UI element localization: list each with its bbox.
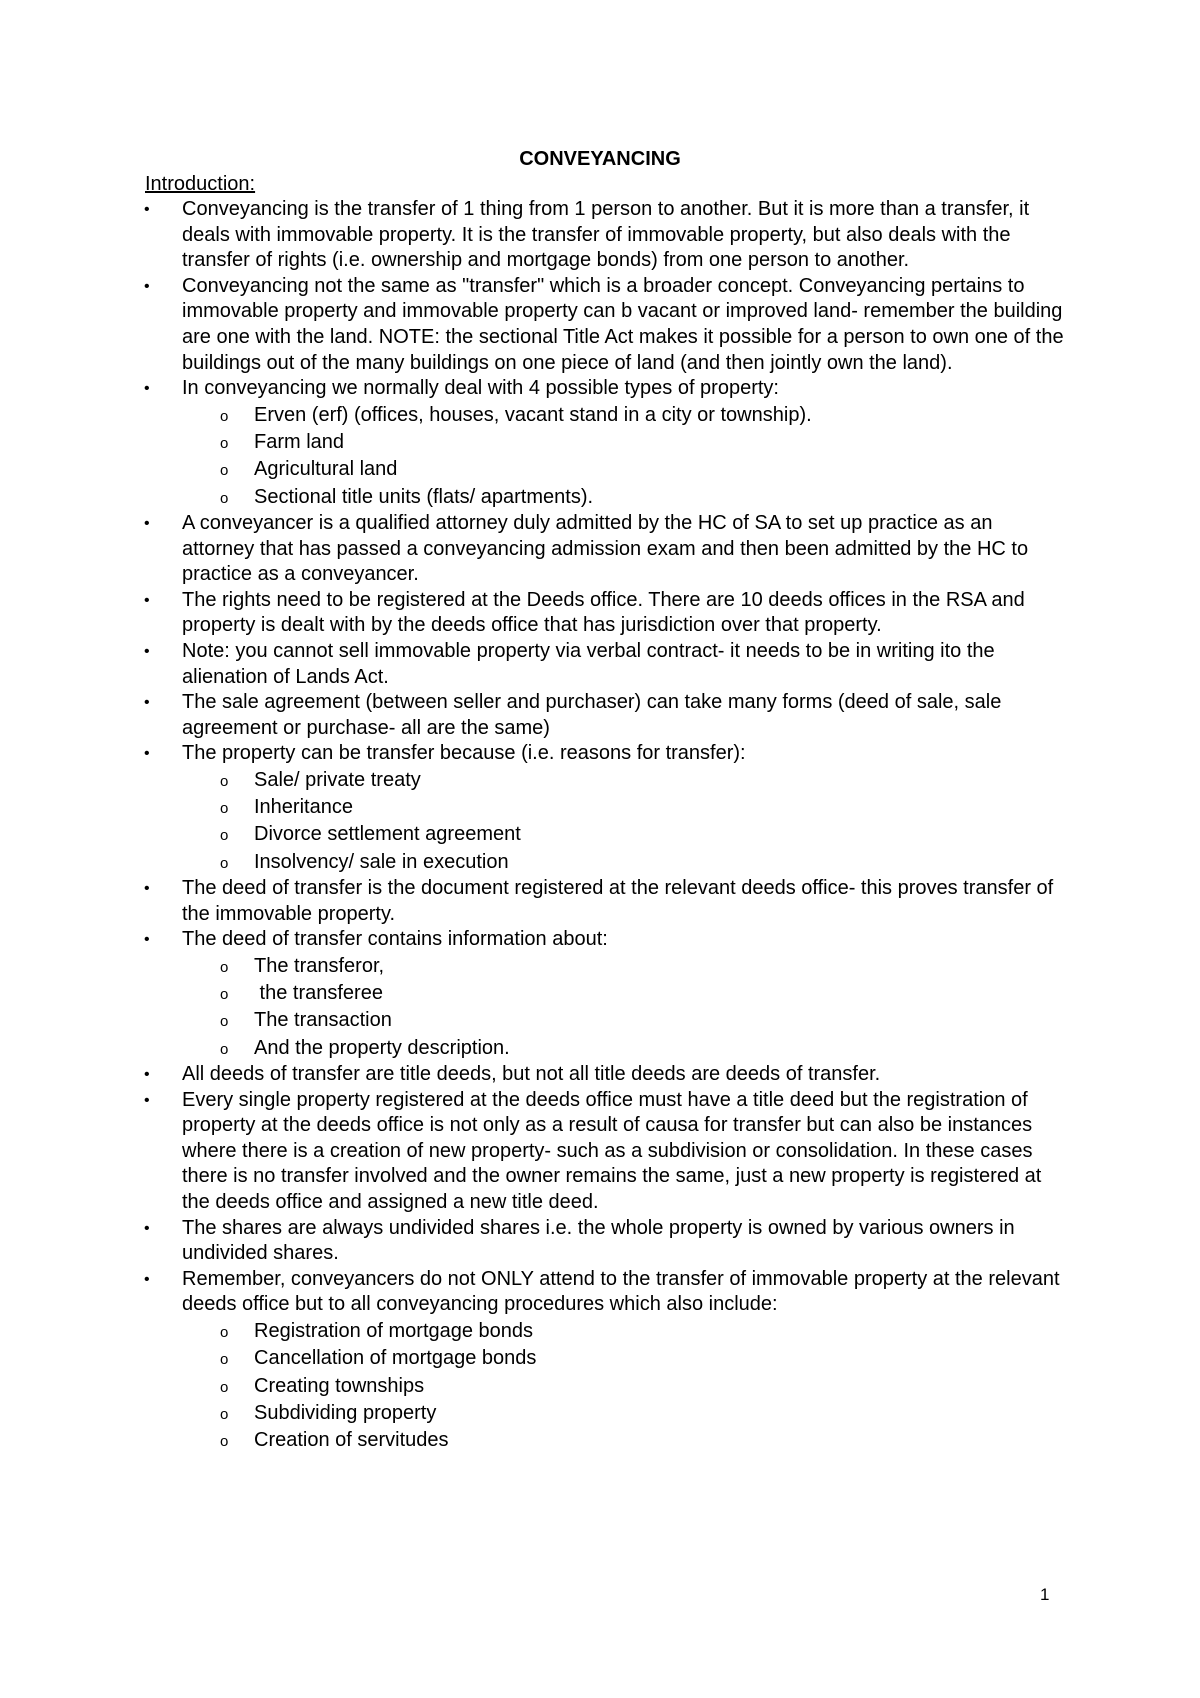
sub-bullet-icon: o (220, 958, 229, 976)
sub-item-text: the transferee (254, 982, 383, 1005)
bullet-text: Remember, conveyancers do not ONLY attend to the transfer of immovable property at the relevant deeds office but to all conveyancing procedures which also include: (182, 1267, 1060, 1316)
bullet-text: The sale agreement (between seller and purchaser) can take many forms (deed of sale, sale agreement or purchase- all are the same) (182, 691, 1002, 739)
sub-list-item (182, 429, 1070, 456)
sub-list-item (182, 1007, 1070, 1034)
bullet-icon: • (144, 1066, 150, 1084)
intro-heading: Introduction: (145, 173, 256, 195)
sub-item-text: Insolvency/ sale in execution (254, 850, 509, 873)
list-item (0, 876, 1070, 927)
sub-list (182, 767, 1070, 876)
bullet-icon: • (144, 931, 150, 949)
bullet-text: Conveyancing not the same as "transfer" which is a broader concept. Conveyancing pertains to immovable property and immovable property can b vacant or improved land- remember the building are one with the land. NOTE: the sectional Title Act makes it possible for a person to own one of the buildings out of the many buildings on one piece of land (and then jointly own the land). (182, 274, 1064, 374)
sub-list (182, 1318, 1070, 1454)
bullet-icon: • (144, 694, 150, 712)
sub-bullet-icon: o (220, 772, 229, 790)
bullet-text: The deed of transfer is the document registered at the relevant deeds office- this proves transfer of the immovable property. (182, 877, 1054, 925)
list-item (0, 511, 1070, 588)
sub-item-text: Divorce settlement agreement (254, 823, 521, 846)
sub-bullet-icon: o (220, 827, 229, 845)
list-item (0, 588, 1070, 639)
sub-list-item (182, 456, 1070, 483)
sub-item-text: The transaction (254, 1009, 392, 1032)
sub-item-text: Registration of mortgage bonds (254, 1319, 534, 1342)
list-item (0, 1216, 1070, 1267)
bullet-icon: • (144, 1219, 150, 1237)
sub-item-text: Sale/ private treaty (254, 768, 421, 791)
bullet-icon: • (144, 1270, 150, 1288)
document-title: CONVEYANCING (519, 148, 681, 170)
bullet-icon: • (144, 880, 150, 898)
list-item (0, 274, 1070, 376)
sub-bullet-icon: o (220, 1013, 229, 1031)
sub-bullet-icon: o (220, 1378, 229, 1396)
sub-list-item (182, 1345, 1070, 1372)
sub-bullet-icon: o (220, 1433, 229, 1451)
sub-item-text: Creation of servitudes (254, 1429, 449, 1452)
sub-bullet-icon: o (220, 854, 229, 872)
sub-list-item (182, 1373, 1070, 1400)
sub-item-text: Sectional title units (flats/ apartments). (254, 485, 594, 508)
bullet-icon: • (144, 642, 150, 660)
bullet-icon: • (144, 591, 150, 609)
sub-list-item (182, 821, 1070, 848)
sub-list-item (182, 1400, 1070, 1427)
sub-item-text: And the property description. (254, 1036, 510, 1059)
bullet-text: A conveyancer is a qualified attorney duly admitted by the HC of SA to set up practice as an attorney that has passed a conveyancing admission exam and then been admitted by the HC to practice as a conveyancer. (182, 511, 1029, 586)
sub-list-item (182, 1318, 1070, 1345)
bullet-icon: • (144, 201, 150, 218)
bullet-text: All deeds of transfer are title deeds, but not all title deeds are deeds of transfer. (182, 1063, 881, 1086)
bullet-text: Every single property registered at the deeds office must have a title deed but the registration of property at the deeds office is not only as a result of causa for transfer but can also be instances where there is a creation of new property- such as a subdivision or consolidation. In these cases there is no transfer involved and the owner remains the same, just a new property is registered at the deeds office and assigned a new title deed. (182, 1088, 1042, 1213)
sub-bullet-icon: o (220, 1323, 229, 1341)
sub-bullet-icon: o (220, 1405, 229, 1423)
bullet-icon: • (144, 380, 150, 398)
list-item (0, 690, 1070, 741)
bullet-icon: • (144, 1091, 150, 1109)
sub-list-item (182, 849, 1070, 876)
bullet-icon: • (144, 277, 150, 295)
sub-bullet-icon: o (220, 1040, 229, 1058)
sub-list-item (182, 1427, 1070, 1454)
bullet-list (0, 197, 1200, 1454)
sub-item-text: Inheritance (254, 796, 353, 819)
sub-item-text: Farm land (254, 431, 345, 454)
bullet-text: The rights need to be registered at the Deeds office. There are 10 deeds offices in the RSA and property is dealt with by the deeds office that has jurisdiction over that property. (182, 588, 1025, 637)
list-item (0, 639, 1070, 690)
sub-list-item (182, 953, 1070, 980)
sub-item-text: The transferor, (254, 954, 385, 977)
sub-bullet-icon: o (220, 986, 229, 1004)
sub-item-text: Subdividing property (254, 1401, 437, 1424)
sub-item-text: Agricultural land (254, 458, 398, 481)
sub-bullet-icon: o (220, 1351, 229, 1369)
list-item (0, 1088, 1070, 1216)
sub-bullet-icon: o (220, 407, 229, 425)
bullet-icon: • (144, 745, 150, 763)
sub-list-item (182, 1035, 1070, 1062)
bullet-text: Conveyancing is the transfer of 1 thing from 1 person to another. But it is more than a transfer, it deals with immovable property. It is the transfer of immovable property, but also deals with the transfer of rights (i.e. ownership and mortgage bonds) from one person to another. (182, 198, 1030, 272)
bullet-text: Note: you cannot sell immovable property via verbal contract- it needs to be in writing ito the alienation of Lands Act. (182, 639, 995, 688)
bullet-icon: • (144, 514, 150, 532)
sub-list-item (182, 484, 1070, 511)
sub-list-item (182, 794, 1070, 821)
sub-bullet-icon: o (220, 489, 229, 507)
bullet-text: In conveyancing we normally deal with 4 possible types of property: (182, 377, 779, 400)
sub-list (182, 953, 1070, 1062)
sub-item-text: Cancellation of mortgage bonds (254, 1347, 537, 1370)
bullet-text: The shares are always undivided shares i.e. the whole property is owned by various owners in undivided shares. (182, 1216, 1015, 1265)
sub-list-item (182, 980, 1070, 1007)
list-item (0, 741, 1070, 876)
sub-bullet-icon: o (220, 435, 229, 453)
sub-bullet-icon: o (220, 800, 229, 818)
sub-bullet-icon: o (220, 462, 229, 480)
bullet-text: The deed of transfer contains information about: (182, 928, 608, 951)
page-number: 1 (1040, 1585, 1050, 1604)
sub-item-text: Erven (erf) (offices, houses, vacant stand in a city or township). (254, 403, 812, 426)
sub-item-text: Creating townships (254, 1374, 425, 1397)
sub-list-item (182, 402, 1070, 429)
list-item (0, 376, 1070, 511)
list-item (0, 197, 1070, 274)
list-item (0, 1062, 1070, 1088)
bullet-text: The property can be transfer because (i.e. reasons for transfer): (182, 742, 746, 765)
list-item (0, 927, 1070, 1062)
sub-list-item (182, 767, 1070, 794)
list-item (0, 1267, 1070, 1455)
sub-list (182, 402, 1070, 511)
